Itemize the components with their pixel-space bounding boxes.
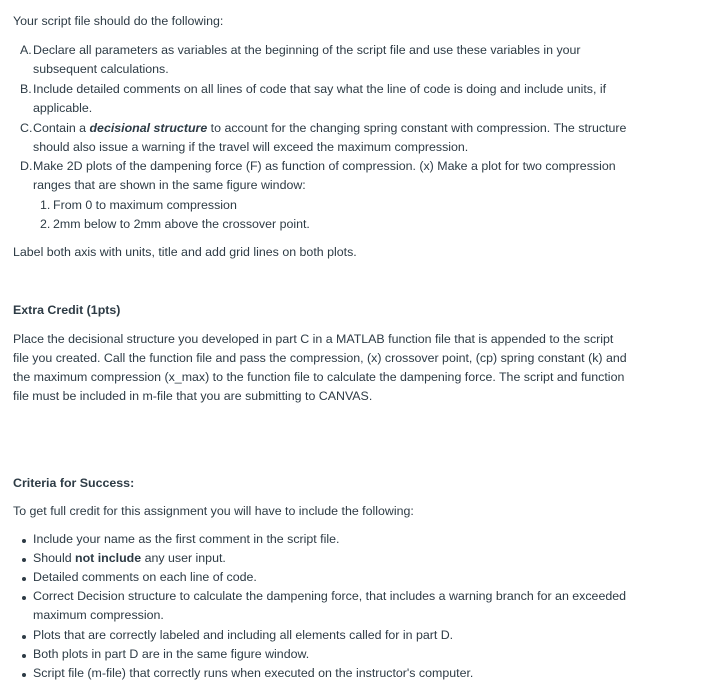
bullet-dot	[22, 635, 26, 639]
item-c-pre: Contain a	[33, 121, 90, 135]
item-d-line1: Make 2D plots of the dampening force (F) as function of compression. (x) Make a plot for two compression	[33, 159, 616, 173]
criteria-item-no-input-post: any user input.	[141, 551, 226, 565]
bullet-dot	[22, 558, 26, 562]
item-a-line2: subsequent calculations.	[33, 62, 169, 76]
item-c-post: to account for the changing spring constant with compression. The structure	[207, 121, 627, 135]
criteria-item-decision-line2: maximum compression.	[33, 608, 164, 622]
item-d-line2: ranges that are shown in the same figure window:	[33, 178, 306, 192]
extra-credit-line4: file must be included in m-file that you are submitting to CANVAS.	[13, 389, 373, 403]
criteria-item-script-runs: Script file (m-file) that correctly runs when executed on the instructor's computer.	[33, 666, 474, 680]
criteria-item-same-figure: Both plots in part D are in the same figure window.	[33, 647, 310, 661]
criteria-item-no-input	[33, 549, 226, 568]
item-b-marker: B.	[20, 82, 32, 96]
intro-text: Your script file should do the following:	[13, 14, 224, 28]
criteria-item-name: Include your name as the first comment in the script file.	[33, 532, 340, 546]
criteria-item-decision-line1: Correct Decision structure to calculate the dampening force, that includes a warning branch for an exceeded	[33, 589, 627, 603]
item-d-marker: D.	[20, 159, 33, 173]
criteria-item-no-input-bold: not include	[75, 551, 142, 565]
item-b-line2: applicable.	[33, 101, 93, 115]
criteria-item-comments: Detailed comments on each line of code.	[33, 570, 257, 584]
bullet-dot	[22, 654, 26, 658]
bullet-dot	[22, 577, 26, 581]
criteria-item-plots: Plots that are correctly labeled and including all elements called for in part D.	[33, 628, 454, 642]
criteria-item-no-input-pre: Should	[33, 551, 76, 565]
subitem-1-text: From 0 to maximum compression	[53, 198, 237, 212]
subitem-2-marker: 2.	[40, 217, 51, 231]
item-a-marker: A.	[20, 43, 32, 57]
extra-credit-line2: file you created. Call the function file and pass the compression, (x) crossover point, (cp) spring constant (k) and	[13, 351, 627, 365]
criteria-heading: Criteria for Success:	[13, 476, 135, 490]
item-b-line1: Include detailed comments on all lines of code that say what the line of code is doing and include units, if	[33, 82, 607, 96]
extra-credit-line1: Place the decisional structure you developed in part C in a MATLAB function file that is appended to the script	[13, 332, 614, 346]
subitem-1-marker: 1.	[40, 198, 51, 212]
bullet-dot	[22, 596, 26, 600]
item-c-marker: C.	[20, 121, 33, 135]
item-a-line1: Declare all parameters as variables at the beginning of the script file and use these variables in your	[33, 43, 581, 57]
item-c-line1	[33, 119, 626, 138]
criteria-intro: To get full credit for this assignment you will have to include the following:	[13, 504, 414, 518]
bullet-dot	[22, 673, 26, 677]
extra-credit-heading: Extra Credit (1pts)	[13, 303, 121, 317]
item-c-line2: should also issue a warning if the travel will exceed the maximum compression.	[33, 140, 469, 154]
subitem-2-text: 2mm below to 2mm above the crossover point.	[53, 217, 310, 231]
label-note: Label both axis with units, title and add grid lines on both plots.	[13, 245, 357, 259]
extra-credit-line3: the maximum compression (x_max) to the function file to calculate the dampening force. The script and function	[13, 370, 625, 384]
item-c-emphasis: decisional structure	[89, 121, 208, 135]
bullet-dot	[22, 539, 26, 543]
